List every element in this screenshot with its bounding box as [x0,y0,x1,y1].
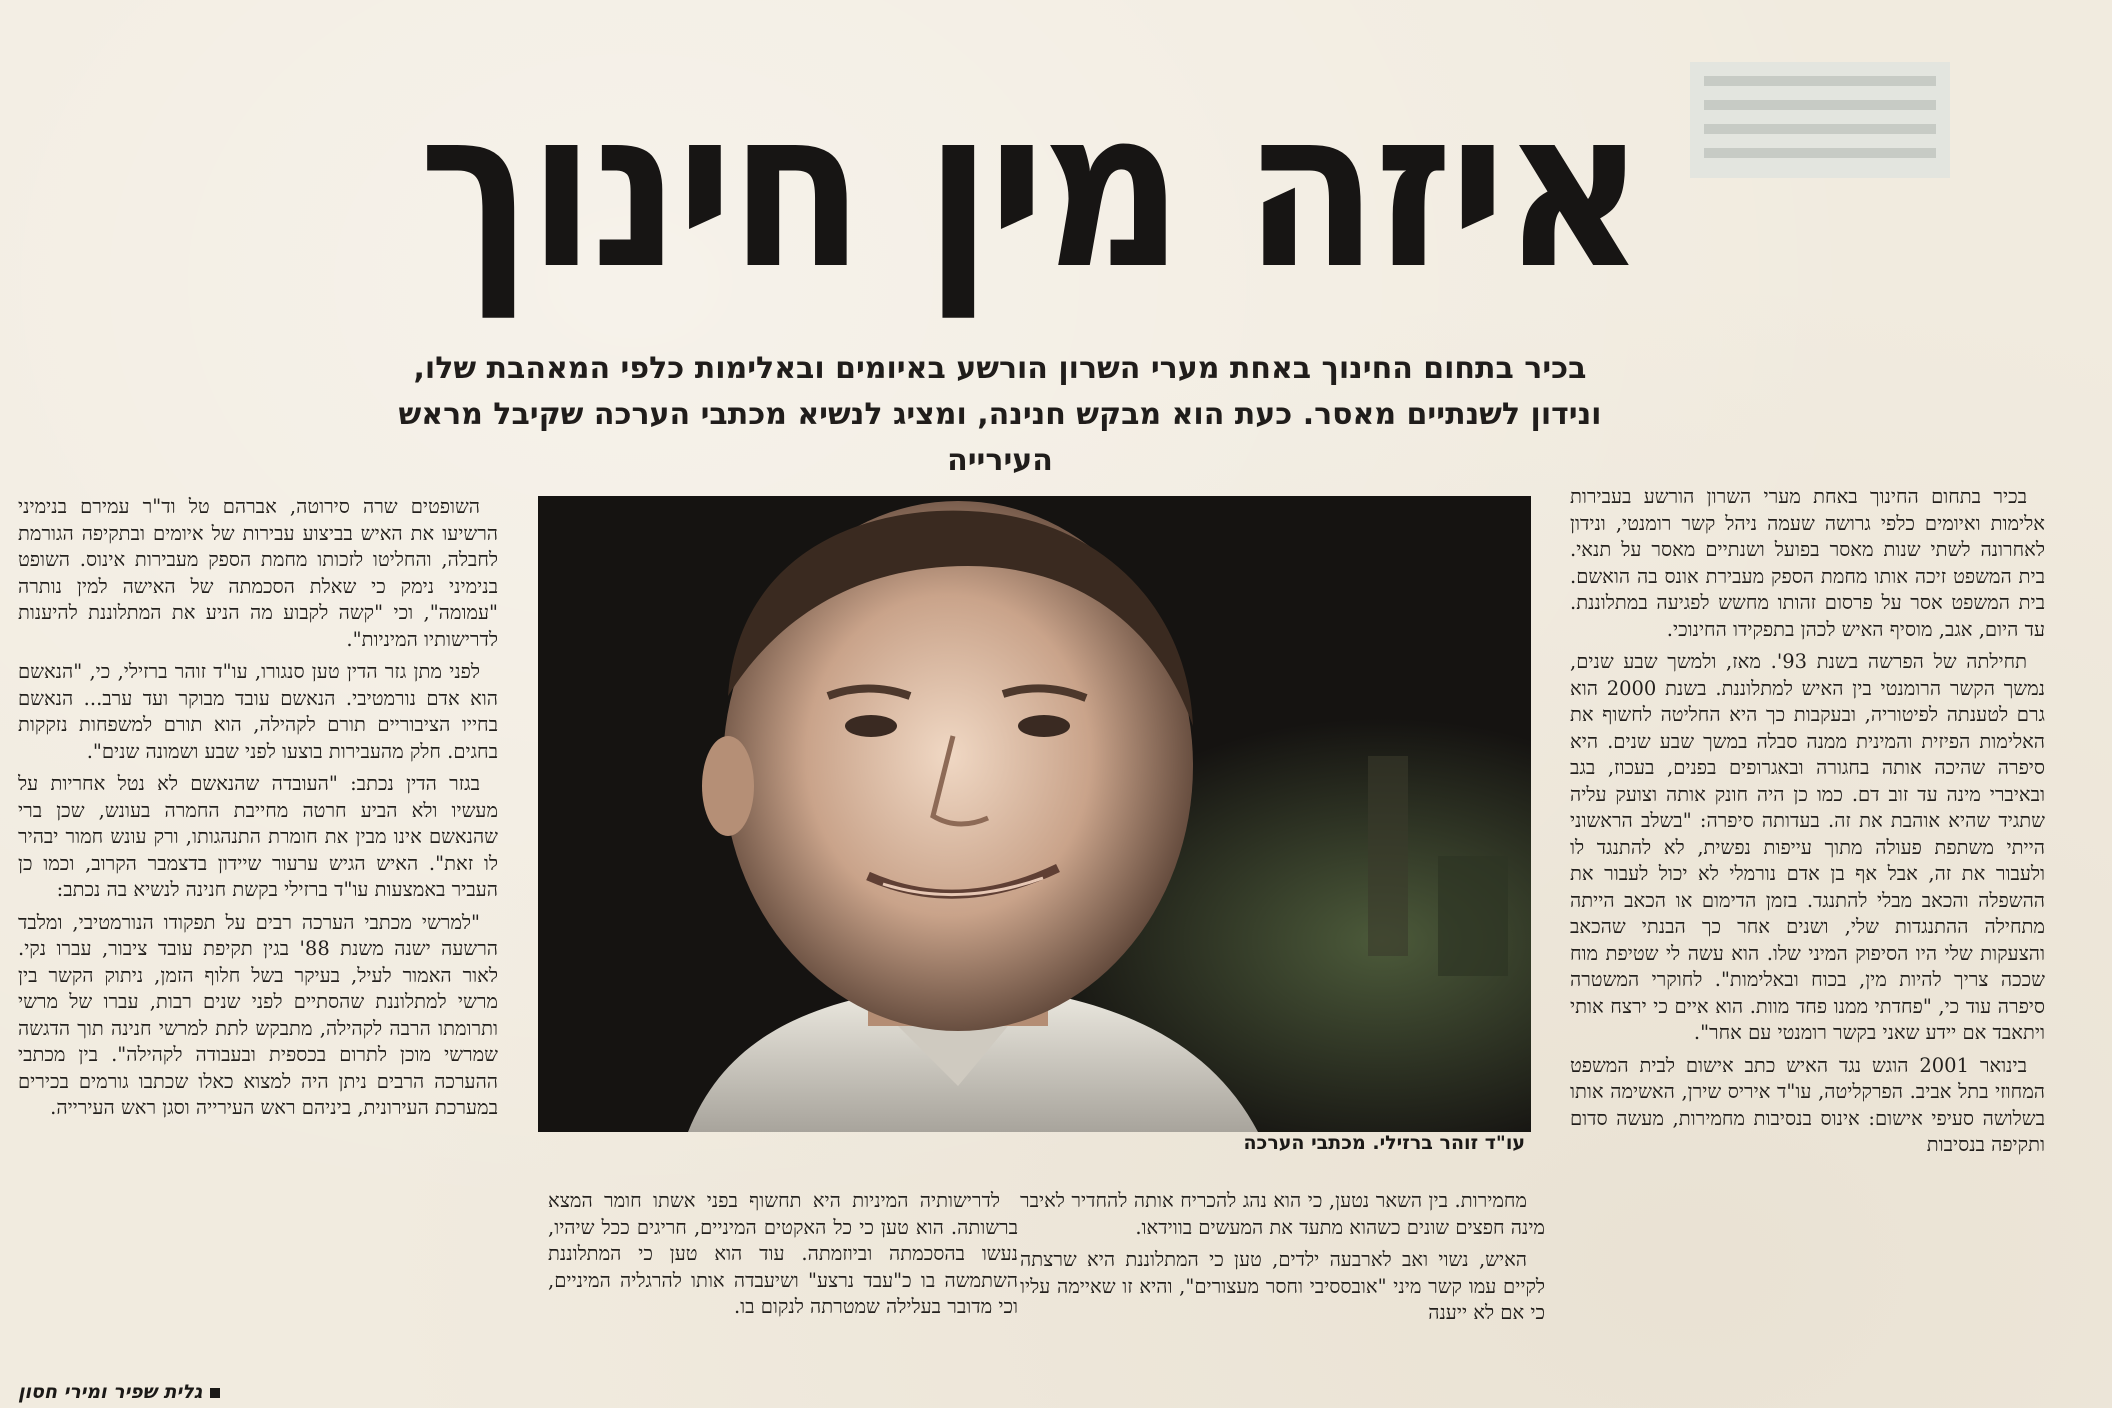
advertisement-box [1690,62,1950,178]
paragraph: בינואר 2001 הוגש נגד האיש כתב אישום לבית המשפט המחוזי בתל אביב. הפרקליטה, עו"ד איריס שירן, האשימה אותו בשלושה סעיפי אישום: אינוס בנסיבות מחמירות, מעשה סדום ותקיפה בנסיבות [1570,1053,2045,1156]
paragraph: השופטים שרה סירוטה, אברהם טל וד"ר עמירם בנימיני הרשיעו את האיש בביצוע עבירות של איומים ובתקיפה הגורמת לחבלה, והחליטו לזכותו מחמת הספק מעבירות אינוס. השופט בנימיני נימק כי שאלת הסכמתה של האישה למין נותרה "עמומה", וכי "קשה לקבוע מה הניע את המתלוננת להיענות לדרישותיו המיניות". [18,495,498,651]
portrait-photo [538,496,1531,1132]
ad-line [1704,124,1936,134]
subheadline-line: בכיר בתחום החינוך באחת מערי השרון הורשע באיומים ובאלימות כלפי המאהבת שלו, [413,351,1587,386]
author-byline [18,1378,498,1406]
paragraph: בכיר בתחום החינוך באחת מערי השרון הורשע בעבירות אלימות ואיומים כלפי גרושה שעמה ניהל קשר רומנטי, ונידון לאחרונה לשתי שנות מאסר בפועל ושנתיים מאסר על תנאי. בית המשפט זיכה אותו מחמת הספק מעבירת אונס בה הואשם. בית המשפט אסר על פרסום זהותו מחשש לפגיעה במתלוננת. עד היום, אגב, מוסיף האיש לכהן בתפקידו החינוכי. [1570,485,2045,641]
article-column-middle-left [548,1188,1018,1398]
page-headline: איזה מין חינוך [418,62,1642,318]
ad-line [1704,76,1936,86]
subheadline-line: ונידון לשנתיים מאסר. כעת הוא מבקש חנינה, ומציג לנשיא מכתבי הערכה שקיבל מראש העירייה [398,397,1602,478]
article-column-left [18,494,498,1374]
article-column-right [1570,484,2045,1394]
byline-text: גלית שפיר ומירי חסון [18,1381,203,1403]
bullet-square-icon [210,1388,220,1398]
photo-caption: עו"ד זוהר ברזילי. מכתבי הערכה [1243,1132,1525,1154]
article-column-middle-right [1020,1188,1545,1398]
ad-line [1704,100,1936,110]
portrait-image [538,496,1531,1132]
paragraph: בגזר הדין נכתב: "העובדה שהנאשם לא נטל אחריות על מעשיו ולא הביע חרטה מחייבת החמרה בעונש, שכן ברי שהנאשם אינו מבין את חומרת התנהגותו, ורק עונש חמור יבהיר לו זאת". האיש הגיש ערעור שיידון בדצמבר הקרוב, וכמו כן העביר באמצעות עו"ד ברזילי בקשת חנינה לנשיא בה נכתב: [18,772,498,901]
paragraph: לפני מתן גזר הדין טען סנגורו, עו"ד זוהר ברזילי, כי, "הנאשם הוא אדם נורמטיבי. הנאשם עובד מבוקר ועד ערב... הנאשם בחייו הציבוריים תורם לקהילה, הוא תורם למשפחות נזקקות בחגים. חלק מהעבירות בוצעו לפני שבע ושמונה שנים". [18,660,498,763]
paragraph: האיש, נשוי ואב לארבעה ילדים, טען כי המתלוננת היא שרצתה לקיים עמו קשר מיני "אובססיבי וחסר מעצורים", והיא זו שאיימה עליו כי אם לא ייענה [1020,1248,1545,1324]
paragraph: מחמירות. בין השאר נטען, כי הוא נהג להכריח אותה להחדיר לאיבר מינה חפצים שונים כשהוא מתעד את המעשים בווידאו. [1020,1189,1545,1239]
subheadline [350,346,1650,484]
paragraph: לדרישותיה המיניות היא תחשוף בפני אשתו חומר המצא ברשותה. הוא טען כי כל האקטים המיניים, חריגים ככל שיהיו, נעשו בהסכמתה וביוזמתה. עוד הוא טען כי המתלוננת השתמשה בו כ"עבד נרצע" ושיעבדה אותו להרגליה המיניים, וכי מדובר בעלילה שמטרתה לנקום בו. [548,1189,1018,1318]
ad-line [1704,148,1936,158]
paragraph: "למרשי מכתבי הערכה רבים על תפקודו הנורמטיבי, ומלבד הרשעה ישנה משנת 88' בגין תקיפת עובד ציבור, עברו נקי. לאור האמור לעיל, בעיקר בשל חלוף הזמן, ניתוק הקשר בין מרשי למתלוננת שהסתיים לפני שנים רבות, עברו של מרשי ותרומתו הרבה לקהילה, מתבקש לתת למרשי חנינה תוך הדגשה שמרשי מוכן לתרום בכספית ובעבודה לקהילה". בין מכתבי ההערכה הרבים ניתן היה למצוא כאלו שכתבו גורמים בכירים במערכת העירונית, ביניהם ראש העירייה וסגן ראש העירייה. [18,910,498,1119]
paragraph: תחילתה של הפרשה בשנת 93'. מאז, ולמשך שבע שנים, נמשך הקשר הרומנטי בין האיש למתלוננת. בשנת 2000 הוא גרם לטענתה לפיטוריה, ובעקבות כך היא החליטה לחשוף את האלימות הפיזית והמינית ממנה סבלה במשך שבע שנים. היא סיפרה שהיכה אותה בחגורה ובאגרופים בפנים, בעכוז, בגב ובאיברי מינה עד זוב דם. כמו כן היה חונק אותה וצועק עליה שתגיד שהיא אוהבת את זה. בעדותה סיפרה: "בשלב הראשוני הייתי משתפת פעולה מתוך עייפות נפשית, לא להתנגד לו ולעבור את זה, אבל אף בן אדם נורמלי לא יכול לעבור את ההשפלה והכאב מבלי להתנגד. בזמן הדימום או הכאב הייתה מתחילה ההתנגדות שלי, ושנים אחר כך הבנתי שהכאב והצעקות שלי היו הסיפוק המיני שלו. הוא עשה לי שטיפת מוח שככה צריך להיות מין, בכוח ובאלימות". לחוקרי המשטרה סיפרה עוד כי, "פחדתי ממנו פחד מוות. הוא איים כי ירצח אותי ויתאבד אם יידע שאני בקשר רומנטי עם אחר". [1570,650,2045,1044]
